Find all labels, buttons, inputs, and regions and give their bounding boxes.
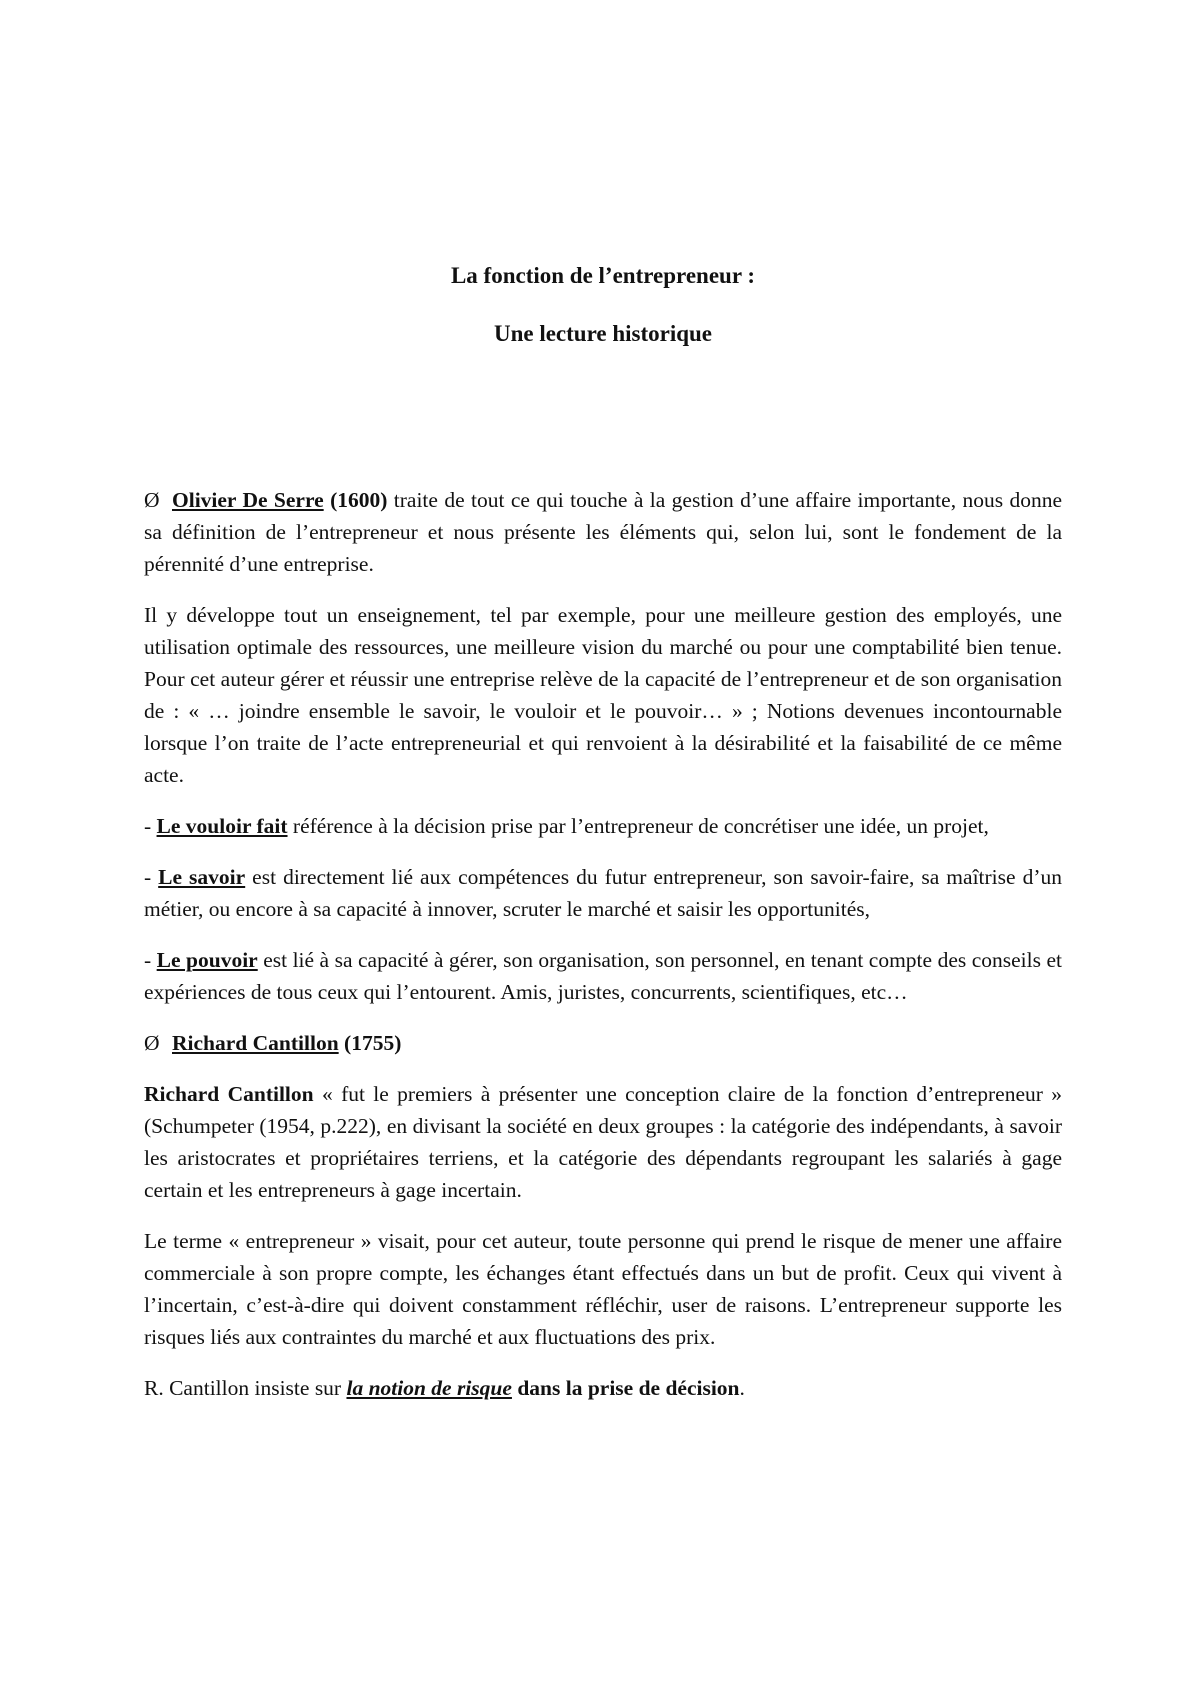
arrow-bullet-icon: Ø — [144, 488, 160, 512]
paragraph-enseignement: Il y développe tout un enseignement, tel par exemple, pour une meilleure gestion des employés, une utilisation optimale des ressources, une meilleure vision du marché ou pour une comptabilité bien tenue. Pour cet auteur gérer et réussir une entreprise relève de la capacité de l’entrepreneur et de son organisation de : « … joindre ensemble le savoir, le vouloir et le pouvoir… » ; Notions devenues incontournable lorsque l’on traite de l’acte entrepreneurial et qui renvoient à la désirabilité et la faisabilité de ce même acte. — [144, 603, 1062, 787]
paragraph-end: . — [739, 1376, 745, 1400]
list-item-term: Le pouvoir — [156, 948, 258, 972]
document-page — [144, 0, 1062, 1698]
paragraph-cantillon-conception — [144, 1078, 1062, 1206]
section-olivier-de-serre-intro — [144, 484, 1062, 580]
author-name-de-serre: Olivier De Serre — [172, 488, 324, 512]
list-item-text: est directement lié aux compétences du futur entrepreneur, son savoir-faire, sa maîtrise d’un métier, ou encore à sa capacité à innover, scruter le marché et saisir les opportunités, — [144, 865, 1062, 921]
document-title: La fonction de l’entrepreneur : — [450, 263, 756, 288]
list-item-vouloir — [144, 810, 1062, 842]
emphasis-notion-risque: la notion de risque — [346, 1376, 512, 1400]
section-cantillon-heading — [144, 1027, 1062, 1059]
list-item-prefix: - — [144, 865, 159, 889]
author-year-cantillon: (1755) — [338, 1031, 402, 1055]
list-item-term: Le savoir — [158, 865, 246, 889]
document-subtitle: Une lecture historique — [493, 321, 713, 346]
list-item-term: Le vouloir fait — [156, 814, 288, 838]
paragraph-text: R. Cantillon insiste sur — [144, 1376, 347, 1400]
intro-text: traite de tout ce qui touche à la gestion d’une affaire importante, nous donne sa définition de l’entrepreneur et nous présente les éléments qui, selon lui, sont le fondement de la pérennité d’une entreprise. — [144, 488, 1062, 576]
list-item-text: référence à la décision prise par l’entrepreneur de concrétiser une idée, un projet, — [287, 814, 989, 838]
author-name-inline: Richard Cantillon — [144, 1082, 314, 1106]
list-item-prefix: - — [144, 814, 157, 838]
author-name-cantillon: Richard Cantillon — [172, 1031, 339, 1055]
arrow-bullet-icon: Ø — [144, 1031, 160, 1055]
list-item-text: est lié à sa capacité à gérer, son organisation, son personnel, en tenant compte des conseils et expériences de tous ceux qui l’entourent. Amis, juristes, concurrents, scientifiques, etc… — [144, 948, 1062, 1004]
emphasis-prise-decision: dans la prise de décision — [511, 1376, 740, 1400]
paragraph-text: « fut le premiers à présenter une conception claire de la fonction d’entrepreneur » (Schumpeter (1954, p.222), en divisant la société en deux groupes : la catégorie des indépendants, à savoir les aristocrates et propriétaires terriens, et la catégorie des dépendants regroupant les salariés à gage certain et les entrepreneurs à gage incertain. — [144, 1082, 1062, 1202]
list-item-pouvoir — [144, 944, 1062, 1008]
list-item-prefix: - — [144, 948, 157, 972]
list-item-savoir — [144, 861, 1062, 925]
paragraph-notion-risque — [144, 1372, 1062, 1404]
author-year-de-serre: (1600) — [330, 488, 388, 512]
document-body — [144, 484, 1062, 1423]
paragraph-terme-entrepreneur: Le terme « entrepreneur » visait, pour cet auteur, toute personne qui prend le risque de mener une affaire commerciale à son propre compte, les échanges étant effectués dans un but de profit. Ceux qui vivent à l’incertain, c’est-à-dire qui doivent constamment réfléchir, user de raisons. L’entrepreneur supporte les risques liés aux contraintes du marché et aux fluctuations des prix. — [144, 1229, 1062, 1349]
